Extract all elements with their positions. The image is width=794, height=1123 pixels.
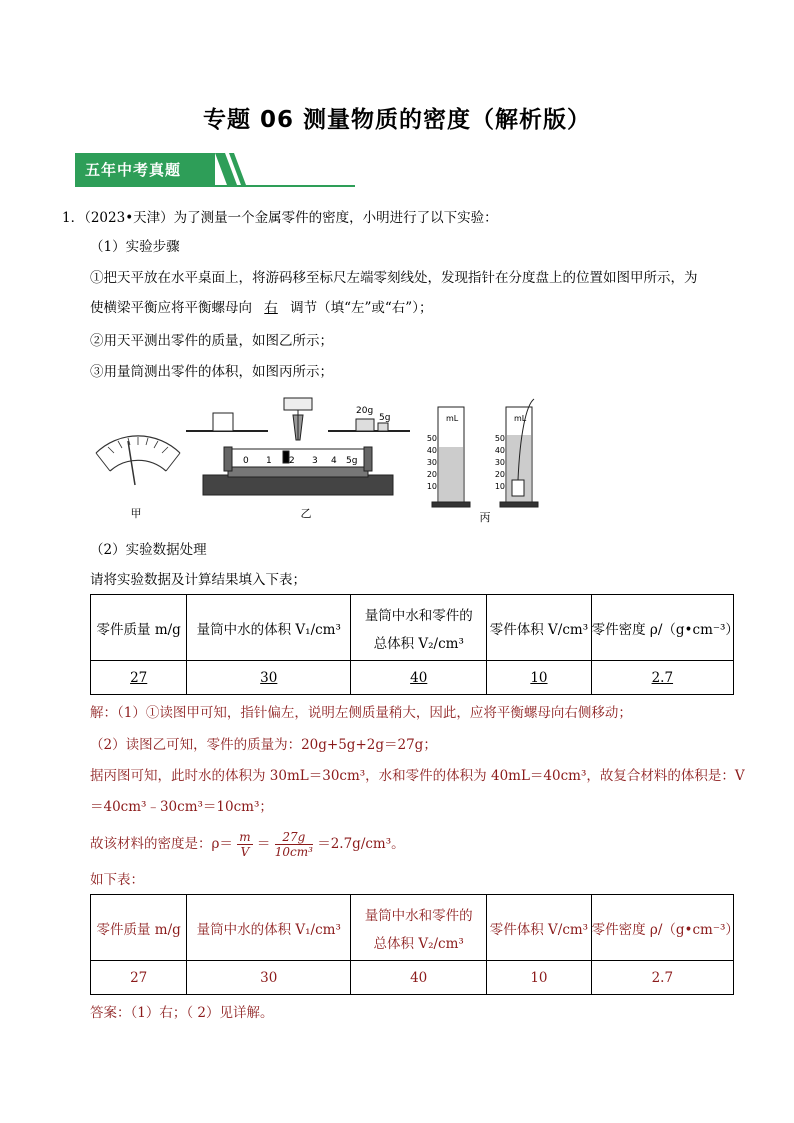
cyl-tick: 30 (494, 458, 505, 467)
th-mass: 零件质量 m/g (91, 895, 187, 961)
step1-line-a: ①把天平放在水平桌面上，将游码移至标尺左端零刻线处，发现指针在分度盘上的位置如图甲所示，为 (90, 270, 698, 286)
solution-1: 解：（1）①读图甲可知，指针偏左，说明左侧质量稍大，因此，应将平衡螺母向右侧移动； (90, 705, 632, 721)
solution-5-post: ＝2.7g/cm³。 (317, 836, 405, 852)
weight-20g: 20g (356, 406, 374, 416)
ruler-label-3: 3 (312, 456, 318, 466)
solution-5: 故该材料的密度是：ρ＝ $\frac{m}{V}$ ＝ $\frac{27g}{\text{10cm³}}$ ＝2.7g/cm³。 (90, 830, 405, 859)
frac-num: 27g (275, 830, 313, 845)
balance-figure (186, 398, 410, 495)
ruler-label-5: 5g (346, 456, 358, 466)
cell-v1: 30 (187, 961, 351, 995)
cyl-tick: 20 (426, 470, 437, 479)
banner-text: 五年中考真题 (85, 161, 182, 179)
solution-6: 如下表： (90, 872, 144, 888)
banner-stripes (215, 153, 255, 185)
cell-v: 10 (487, 961, 591, 995)
th-v2-line1: 量筒中水和零件的 (364, 907, 473, 924)
step2-line: ②用天平测出零件的质量，如图乙所示； (90, 333, 333, 349)
cyl-tick: 20 (494, 470, 505, 479)
label-yi: 乙 (300, 507, 312, 520)
solution-3: 据丙图可知，此时水的体积为 30mL＝30cm³，水和零件的体积为 40mL＝40cm³，故复合材料的体积是：V (90, 768, 745, 784)
cyl-tick: 40 (494, 446, 505, 455)
cell-v1 (187, 661, 351, 695)
solution-5-pre: 故该材料的密度是：ρ＝ (90, 836, 233, 852)
th-v2-line2: 总体积 V₂/cm³ (373, 935, 464, 952)
frac-den: 10cm³ (274, 845, 313, 859)
th-rho: 零件密度 ρ/（g•cm⁻³） (591, 895, 733, 961)
cell-value: 40 (410, 669, 428, 686)
ruler-label-1: 1 (266, 456, 272, 466)
cyl-unit-right: mL (514, 414, 527, 423)
question-intro: 1．（2023•天津）为了测量一个金属零件的密度，小明进行了以下实验： (62, 210, 498, 226)
data-table-answer (90, 894, 739, 995)
th-v1: 量筒中水的体积 V₁/cm³ (187, 595, 351, 661)
th-v2 (351, 895, 487, 961)
dial-figure (96, 436, 180, 485)
th-rho: 零件密度 ρ/（g•cm⁻³） (591, 595, 733, 661)
experiment-figure (88, 395, 558, 525)
cell-value: 27 (130, 669, 148, 686)
th-v2-line2: 总体积 V₂/cm³ (373, 635, 464, 652)
step1-line-b (90, 298, 432, 318)
page-title: 专题 06 测量物质的密度（解析版） (202, 107, 592, 133)
label-jia: 甲 (130, 507, 142, 520)
data-header: （2）实验数据处理 (90, 542, 207, 558)
step1-text-pre: 使横梁平衡应将平衡螺母向 (90, 300, 252, 316)
cyl-ticks-right (495, 434, 505, 491)
cyl-tick: 50 (494, 434, 505, 443)
step-header: （1）实验步骤 (90, 239, 180, 255)
cyl-tick: 50 (426, 434, 437, 443)
label-bing: 丙 (479, 511, 491, 524)
th-mass: 零件质量 m/g (91, 595, 187, 661)
banner-underline (75, 185, 355, 187)
step1-text-post: 调节（填“左”或“右”）； (290, 300, 433, 316)
fraction-m-over-v (237, 830, 252, 859)
weight-5g: 5g (379, 413, 391, 423)
th-v: 零件体积 V/cm³ (487, 895, 591, 961)
section-banner (75, 153, 355, 187)
cyl-unit-left: mL (446, 414, 459, 423)
th-v: 零件体积 V/cm³ (487, 595, 591, 661)
data-table-blank (90, 594, 739, 695)
th-v2-line1: 量筒中水和零件的 (364, 607, 473, 624)
step3-line: ③用量筒测出零件的体积，如图丙所示； (90, 364, 333, 380)
cyl-tick: 10 (426, 482, 437, 491)
cell-rho: 2.7 (591, 961, 733, 995)
th-v2 (351, 595, 487, 661)
cell-value: 30 (260, 669, 278, 686)
frac-den: V (240, 845, 250, 859)
cyl-tick: 10 (494, 482, 505, 491)
cell-value: 2.7 (651, 669, 674, 686)
ruler-label-2: 2 (289, 456, 295, 466)
th-v1: 量筒中水的体积 V₁/cm³ (187, 895, 351, 961)
cell-v2 (351, 661, 487, 695)
ruler-label-4: 4 (331, 456, 337, 466)
cell-mass: 27 (91, 961, 187, 995)
answer-line: 答案：（1）右；（ 2）见详解。 (90, 1005, 274, 1021)
cyl-tick: 30 (426, 458, 437, 467)
cell-v (487, 661, 591, 695)
cell-mass (91, 661, 187, 695)
cell-rho (591, 661, 733, 695)
step1-answer: 右 (264, 300, 278, 316)
cell-v2: 40 (351, 961, 487, 995)
ruler-label-0: 0 (243, 456, 249, 466)
solution-2: （2）读图乙可知，零件的质量为：20g+5g+2g＝27g； (90, 737, 437, 753)
solution-4: ＝40cm³﹣30cm³＝10cm³； (90, 799, 273, 815)
fraction-values (275, 830, 313, 859)
data-instruction: 请将实验数据及计算结果填入下表； (90, 572, 306, 588)
cyl-tick: 40 (426, 446, 437, 455)
cyl-ticks-left (427, 434, 437, 491)
cell-value: 10 (530, 669, 548, 686)
frac-num: m (239, 830, 251, 844)
